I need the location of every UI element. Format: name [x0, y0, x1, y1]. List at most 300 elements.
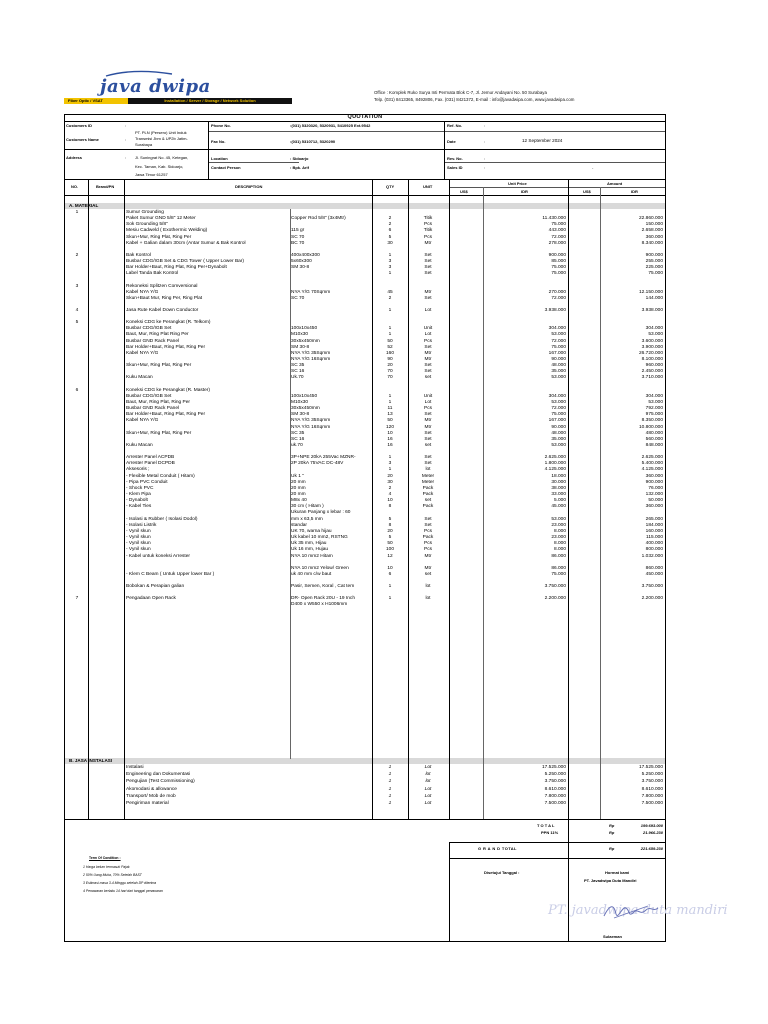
row-amount: 960.000	[645, 363, 663, 369]
row-unit-price: 900.000	[548, 252, 566, 258]
row-qty: 8	[388, 504, 392, 510]
row-unit-price: 75.000	[551, 571, 566, 577]
row-amount: 3.750.000	[641, 583, 663, 589]
row-qty: 20	[387, 473, 393, 479]
row-description: - Vynil skun	[126, 528, 151, 534]
row-spec: SC 16	[291, 369, 305, 375]
col-qty: QTY	[386, 184, 395, 189]
row-unit-price: 17.525.000	[541, 765, 566, 770]
row-qty: 90	[387, 357, 393, 362]
grand-total-currency: Rp	[609, 846, 615, 851]
row-amount: 160.000	[645, 528, 663, 534]
row-unit-price: 443.000	[548, 228, 566, 234]
row-unit-price: 35.000	[551, 369, 566, 375]
row-qty: 50	[387, 338, 393, 344]
row-spec: SC 35	[291, 363, 305, 369]
row-unit-price: 3.938.000	[544, 307, 566, 313]
row-qty: 1	[388, 467, 392, 473]
row-no: 2	[75, 252, 79, 258]
date-value: 12 September 2024	[522, 138, 563, 143]
row-qty: 52	[387, 344, 393, 350]
row-description: Instalasi	[126, 765, 144, 770]
row-unit-price: 45.000	[551, 504, 566, 510]
row-spec: 100x10x450	[291, 393, 318, 399]
row-unit-price: 3.750.000	[544, 583, 566, 589]
row-unit: lot	[425, 596, 431, 602]
row-description: Arrester Panel ACPDB	[126, 455, 175, 461]
row-unit-price: 2.200.000	[544, 596, 566, 602]
row-qty: 1	[388, 332, 392, 338]
row-unit: lot	[425, 467, 431, 473]
row-description: Baut, Mur, Ring Plat Ring Per	[126, 332, 189, 338]
row-description: Transport/ Mob de mob	[126, 793, 176, 799]
row-unit: Pcs	[424, 547, 432, 553]
row-description: Kabel NYA Y/G	[126, 289, 159, 295]
grand-total-value: 221.659.230	[640, 846, 663, 851]
ppn-currency: Rp	[609, 830, 615, 835]
row-unit-price: 304.000	[548, 326, 566, 332]
rev-label: Rev. No.	[447, 156, 463, 161]
row-amount: 900.000	[645, 252, 663, 258]
col-usd: US$	[460, 189, 468, 194]
handwritten-signature-icon	[600, 900, 660, 922]
row-spec: M10x30	[291, 399, 309, 405]
row-qty: 50	[387, 541, 393, 547]
row-description: Paket Sumur GND 5/8" 12 Meter	[126, 216, 196, 222]
total-label: T O T A L	[537, 823, 555, 828]
row-spec: Uk 16 mm, Hujau	[291, 547, 329, 553]
row-amount: 144.000	[645, 295, 663, 301]
row-qty: 11	[387, 406, 393, 412]
row-spec: NYA Y/G 70Sqmm	[291, 289, 331, 295]
row-amount: 848.000	[645, 442, 663, 448]
row-amount: 792.000	[645, 406, 663, 412]
row-spec: SM 30-8	[291, 344, 310, 350]
row-spec: 20 mm	[291, 492, 306, 497]
row-unit-price: 23.000	[551, 522, 566, 528]
row-description: - Flexible Metal Conduit ( Hitam)	[126, 473, 195, 479]
row-unit-price: 53.000	[551, 442, 566, 448]
row-unit: Set	[424, 516, 432, 522]
address-label: Address	[66, 155, 83, 160]
row-description: Busbar CDG/IGB Set	[126, 393, 172, 399]
row-unit-price: 11.430.000	[542, 216, 566, 222]
address-line: Kec. Taman, Kab. Sidoarjo,	[135, 164, 184, 169]
row-spec: SC 70	[291, 234, 305, 240]
row-amount: 50.000	[648, 498, 663, 504]
row-spec: NYA 10 mm2 Yelow/ Green	[291, 565, 349, 571]
row-amount: 3.750.000	[641, 779, 663, 785]
row-amount: 8.610.000	[641, 786, 663, 792]
terms-title: Term Of Condition :	[89, 856, 121, 860]
row-spec: NYA Y/G 16Sqmm	[291, 424, 331, 430]
row-qty: 30	[387, 479, 393, 485]
customer-name-line: Surabaya	[135, 142, 153, 147]
phone-label: Phone No.	[211, 123, 231, 128]
row-amount: 115.000	[646, 535, 663, 541]
row-qty: 1	[388, 596, 392, 602]
row-qty: 20	[387, 528, 393, 534]
row-unit-price: 30.000	[551, 479, 566, 485]
row-amount: 75.000	[648, 271, 663, 277]
row-unit-price: 90.000	[551, 424, 566, 430]
row-qty: 1	[388, 583, 392, 589]
row-unit: Set	[424, 461, 432, 467]
col-amount: Amount	[607, 181, 623, 186]
customer-name-colon: :	[125, 137, 127, 142]
row-unit: Mtr	[424, 424, 432, 430]
row-description: Koneksi CDG ke Perangkat (R. Telkom)	[126, 320, 211, 326]
row-unit: lot	[425, 772, 431, 778]
row-description: Busbar CDG/IGB Set	[126, 326, 172, 332]
row-unit-price: 3.750.000	[544, 779, 566, 785]
row-amount: 26.720.000	[638, 350, 663, 356]
row-qty: 45	[387, 289, 393, 295]
row-unit-price: 5.250.000	[544, 772, 566, 778]
row-amount: 304.000	[645, 326, 663, 332]
row-description: Bobokan & Perapian galian	[126, 583, 185, 589]
row-spec: UK 70, warna hijau	[291, 528, 332, 534]
row-qty: 3	[388, 265, 392, 271]
row-unit: Lot	[424, 332, 432, 338]
row-unit-price: 75.000	[551, 271, 566, 277]
row-unit-price: 7.800.000	[544, 793, 566, 799]
location-value: : Sidoarjo	[290, 156, 309, 161]
row-description: - Dynabolt	[126, 498, 148, 504]
grand-total-label: G R A N D TOTAL	[478, 846, 517, 851]
row-unit-price: 75.000	[551, 265, 566, 271]
row-description: Pengadaan Open Rack	[126, 596, 176, 602]
row-unit: Set	[424, 265, 432, 271]
row-unit-price: 8.610.000	[544, 786, 566, 792]
row-unit-price: 53.000	[551, 332, 566, 338]
row-spec: M10x30	[291, 332, 309, 338]
row-spec: SM 30-8	[291, 265, 310, 271]
row-unit: Mtr	[424, 350, 432, 356]
row-qty: 30	[387, 240, 393, 246]
row-description: Jasa Rute Kabel Down Conductor	[126, 307, 199, 313]
row-description: - Vynil skun	[126, 547, 151, 553]
row-description: - Isolasi & Rubber ( Isolasi Dodol)	[126, 516, 198, 522]
row-spec: Uk.70	[291, 375, 304, 381]
row-description: Pengujian (Test Commissioning)	[126, 779, 195, 785]
row-unit-price: 2.625.000	[544, 455, 566, 461]
address-line: Jawa Timur 61257	[135, 172, 168, 177]
row-amount: 53.000	[648, 332, 663, 338]
row-qty: 6	[388, 228, 392, 234]
row-unit: Mtr	[424, 418, 432, 424]
row-description: Engineering dan Dokumentasi	[126, 772, 191, 778]
row-unit-price: 53.000	[551, 399, 566, 405]
row-unit-price: 270.000	[548, 289, 566, 295]
row-amount: 8.350.000	[641, 418, 663, 424]
row-spec: Copper Rod 5/8" (3x4Mtr)	[291, 216, 346, 222]
location-label: Location	[211, 156, 228, 161]
row-unit-price: 75.000	[551, 412, 566, 418]
contact-value: : Bpk. Arif	[290, 165, 309, 170]
company-signatory: PT. Javadwipa Duta Mandiri	[584, 878, 637, 883]
row-unit-price: 72.000	[551, 295, 566, 301]
row-unit: Lot	[424, 801, 432, 806]
company-stamp: PT. javadwipa duta mandiri	[548, 903, 728, 918]
row-no: 3	[75, 283, 79, 289]
row-description: Koneksi CDG ke Perangkat (R. Master)	[126, 387, 210, 393]
row-spec: 20 mm	[291, 485, 306, 491]
row-qty: 100	[385, 547, 394, 553]
row-unit-price: 5.000	[553, 498, 566, 504]
row-spec: 30x5x450mm	[291, 338, 320, 344]
signatory-name: Sulaeman	[603, 934, 622, 939]
row-qty: 13	[387, 412, 393, 418]
col-brand: Brand/PN	[96, 184, 115, 189]
row-qty: 3	[388, 461, 392, 467]
row-qty: 1	[388, 779, 392, 785]
row-unit: Set	[424, 252, 432, 258]
row-spec: NYA 10 mm2 Hitam	[291, 553, 333, 559]
row-description: Mesiu Cadweld ( Exothermic Welding)	[126, 228, 208, 234]
row-amount: 4.125.000	[641, 467, 663, 473]
row-unit: Titik	[423, 228, 433, 234]
row-unit: Set	[424, 363, 432, 369]
row-qty: 2	[388, 295, 392, 301]
row-unit: Pcs	[424, 528, 432, 534]
row-unit: Lot	[424, 399, 432, 405]
row-unit: Set	[424, 295, 432, 301]
row-spec: uk.70	[291, 442, 303, 448]
row-unit-price: 278.000	[548, 240, 566, 246]
row-unit: Mtr	[424, 357, 432, 362]
row-unit: Pcs	[424, 338, 432, 344]
approved-date-label: Disetujui Tanggal :	[484, 870, 520, 875]
row-unit-price: 4.125.000	[544, 467, 566, 473]
row-spec: 100x10x450	[291, 326, 318, 332]
row-unit: Lot	[424, 765, 432, 770]
tagline-right: Installation / Server / Storage / Network Solution	[128, 98, 292, 104]
row-unit-price: 75.000	[551, 344, 566, 350]
row-description: - Isolasi Listrik	[126, 522, 157, 528]
customer-id-value: :	[125, 123, 127, 128]
row-spec: 20 mm	[291, 479, 306, 485]
row-unit: Mtr	[424, 289, 432, 295]
row-amount: 975.000	[645, 412, 663, 418]
row-qty: 1	[388, 326, 392, 332]
row-amount: 360.000	[645, 504, 663, 510]
col-description: DESCRIPTION	[235, 184, 263, 189]
row-qty: 50	[387, 418, 393, 424]
row-spec: 400x400x300	[291, 252, 320, 258]
row-description: - Vynil skun	[126, 535, 151, 541]
row-description: Bar Holder+Baut, Ring Plat, Ring Per	[126, 412, 206, 418]
row-amount: 800.000	[645, 547, 663, 553]
row-description: Bar Holder+Baut, Ring Plat, Ring Per+Dynabolt	[126, 265, 227, 271]
row-qty: 2	[388, 485, 392, 491]
row-qty: 120	[385, 424, 394, 430]
col-idr: IDR	[521, 189, 528, 194]
row-unit-price: 1.800.000	[544, 461, 566, 467]
row-unit: Meter	[421, 473, 435, 479]
row-unit-price: 304.000	[548, 393, 566, 399]
row-amount: 225.000	[645, 265, 663, 271]
row-spec: SC 70	[291, 295, 305, 301]
col-unit: UNIT	[423, 184, 433, 189]
row-qty: 6	[388, 571, 392, 577]
row-description: Sok Grounding 5/8"	[126, 222, 168, 228]
date-label: Date	[447, 139, 456, 144]
ref-label: Ref. No.	[447, 123, 463, 128]
row-spec: Pasir, Semen, Koral , Cat tem	[291, 583, 355, 589]
regards-label: Hormat kami	[605, 870, 630, 875]
row-amount: 3.600.000	[641, 338, 663, 344]
row-unit-price: 23.000	[551, 535, 566, 541]
row-spec: D400 x W550 x H1006mm	[291, 602, 348, 608]
ppn-label: PPN 11%	[541, 830, 559, 835]
row-amount: 8.340.000	[641, 240, 663, 246]
row-amount: 400.000	[645, 541, 663, 547]
row-spec: Uk 1 "	[291, 473, 304, 479]
section-material: A. MATERIAL	[65, 203, 665, 209]
row-unit-price: 35.000	[551, 436, 566, 442]
customer-id-label: Customers ID	[66, 123, 93, 128]
row-unit: Unit	[423, 393, 433, 399]
row-no: 1	[75, 210, 79, 215]
row-unit: Mtr	[424, 553, 432, 559]
row-amount: 2.625.000	[641, 455, 663, 461]
row-amount: 480.000	[645, 430, 663, 436]
row-unit-price: 72.000	[551, 406, 566, 412]
row-spec: 30x5x450mm	[291, 406, 320, 412]
terms-item: 4 Penawaran berlaku 14 hari dari tanggal penawaran	[83, 889, 163, 893]
row-unit-price: 33.000	[551, 492, 566, 497]
row-description: Busbar GND Rack Panel	[126, 406, 180, 412]
col-unit-price: Unit Price	[508, 181, 527, 186]
row-qty: 4	[388, 492, 392, 497]
row-spec: 5x60x300	[291, 259, 312, 265]
row-qty: 1	[388, 252, 392, 258]
row-unit: Set	[424, 430, 432, 436]
row-unit: Pcs	[424, 234, 432, 240]
row-qty: 10	[387, 430, 393, 436]
row-spec: Ukuran Panjang x lebar : 60	[291, 510, 351, 516]
total-value: 199.693.000	[640, 823, 663, 828]
row-spec: NYA Y/G 35Sqmm	[291, 350, 331, 356]
row-spec: NYA Y/G 16Sqmm	[291, 357, 331, 362]
terms-item: 1 Harga belum termasuk Pajak	[83, 865, 130, 869]
row-amount: 560.000	[645, 436, 663, 442]
row-spec: BC 70	[291, 240, 305, 246]
row-qty: 1	[388, 455, 392, 461]
row-description: - Klem C Beam ( Untuk Upper lower Bar )	[126, 571, 215, 577]
row-unit-price: 72.000	[551, 234, 566, 240]
fax-label: Fax No.	[211, 139, 226, 144]
sales-value: :	[484, 165, 486, 170]
row-amount: 2.200.000	[641, 596, 663, 602]
row-unit-price: 8.000	[553, 528, 566, 534]
row-spec: 2P 20kA 75VAC DC-48V	[291, 461, 344, 467]
row-amount: 450.000	[645, 571, 663, 577]
row-no: 6	[75, 387, 79, 393]
fax-value: :(031) 5310712, 5320290	[290, 139, 336, 144]
row-unit: Pack	[422, 504, 434, 510]
ref-value: :	[484, 123, 486, 128]
row-qty: 20	[387, 363, 393, 369]
row-spec: NYA Y/G 35Sqmm	[291, 418, 331, 424]
row-unit-price: 18.000	[551, 473, 566, 479]
row-qty: 5	[388, 234, 392, 240]
phone-value: :(031) 5320320, 5320931, 5410925 Ext.9542	[290, 123, 371, 128]
row-unit: Set	[424, 259, 432, 265]
row-description: Kuku Macan	[126, 375, 153, 381]
row-qty: 16	[387, 442, 393, 448]
row-amount: 7.500.000	[641, 801, 663, 806]
row-amount: 12.150.000	[638, 289, 663, 295]
customer-name-line: PT. PLN (Persero) Unit Induk	[135, 130, 187, 135]
row-unit-price: 75.000	[551, 222, 566, 228]
row-amount: 1.032.000	[641, 553, 663, 559]
row-description: Kabel NYA Y/G	[126, 418, 159, 424]
row-unit-price: 8.000	[553, 541, 566, 547]
row-unit-price: 7.500.000	[544, 801, 566, 806]
row-amount: 8.100.000	[641, 357, 663, 362]
customer-name-label: Customers Name	[66, 137, 99, 142]
row-amount: 5.400.000	[641, 461, 663, 467]
row-unit-price: 53.000	[551, 375, 566, 381]
customer-name-line: Transmisi Jbm & UP2b Jatim-	[135, 136, 188, 141]
row-no: 4	[75, 307, 79, 313]
row-amount: 2.450.000	[641, 369, 663, 375]
row-description: - Klem Pipa	[126, 492, 151, 497]
row-description: Akomodasi & allowance	[126, 786, 177, 792]
row-qty: 1	[388, 271, 392, 277]
row-unit: Set	[424, 271, 432, 277]
row-unit-price: 86.000	[551, 565, 566, 571]
row-description: Rekoneksi Splitzen Comversional	[126, 283, 198, 289]
row-unit-price: 167.000	[548, 418, 566, 424]
row-qty: 70	[387, 375, 393, 381]
row-unit: Pack	[422, 535, 434, 541]
row-description: Kabel + Galian dalam 30cm (Antar Sumur & Bak Kontrol	[126, 240, 246, 246]
row-qty: 8	[388, 522, 392, 528]
row-unit: Lot	[424, 793, 432, 799]
row-no: 5	[75, 320, 79, 326]
row-description: Kabel NYA Y/G	[126, 350, 159, 356]
row-description: Skun+Mur, Ring Plat, Ring Per	[126, 430, 192, 436]
row-unit-price: 8.000	[553, 547, 566, 553]
company-logo	[100, 76, 211, 98]
logo-text: java dwipa	[100, 76, 211, 97]
row-description: Skun+Mur, Ring Plat, Ring Per	[126, 363, 192, 369]
row-description: Kuku Macan	[126, 442, 153, 448]
row-amount: 76.000	[648, 485, 663, 491]
row-qty: 1	[388, 793, 392, 799]
row-description: Bar Holder+Baut, Ring Plat, Ring Per	[126, 344, 206, 350]
row-unit: Set	[424, 344, 432, 350]
row-description: Pengiriman material	[126, 801, 169, 806]
row-unit-price: 167.000	[548, 350, 566, 356]
tagline-left: Fiber Optic / VSAT	[64, 98, 128, 104]
row-amount: 360.000	[645, 234, 663, 240]
row-unit: Pcs	[424, 541, 432, 547]
row-spec: standar	[291, 522, 307, 528]
row-amount: 5.250.000	[641, 772, 663, 778]
row-unit: Pcs	[424, 406, 432, 412]
sales-label: Sales ID	[447, 165, 463, 170]
row-amount: 900.000	[645, 479, 663, 485]
row-unit: lot	[425, 583, 431, 589]
row-spec: M8x 40	[291, 498, 307, 504]
row-description: Skun+Baut Mur, Ring Per, Ring Plat	[126, 295, 203, 301]
row-unit: set	[424, 571, 432, 577]
row-qty: 2	[388, 222, 392, 228]
